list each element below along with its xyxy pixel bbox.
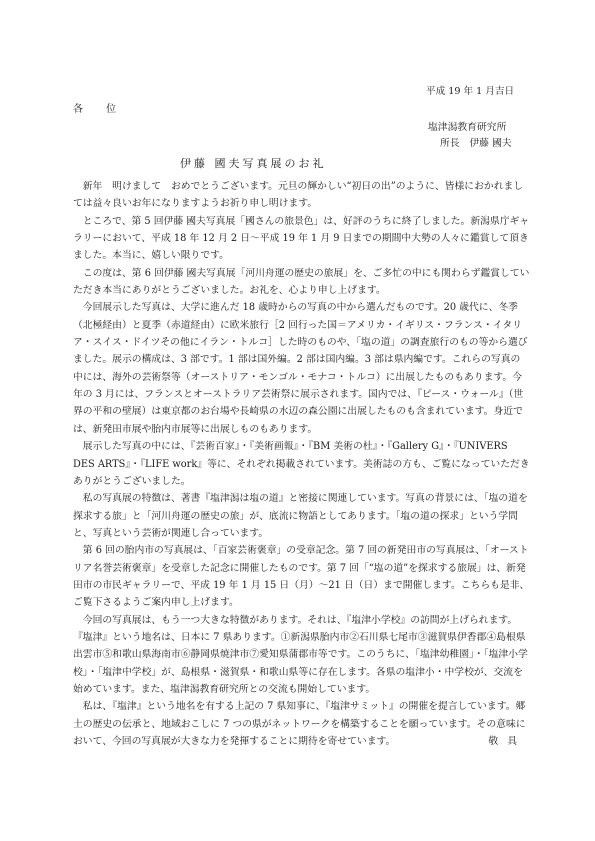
paragraph-photo-selection: 今回展示した写真は、大学に進んだ 18 歳時からの写真の中から選んだものです。20 歳代に、冬季（北極経由）と夏季（赤道経由）に欧米旅行［2 回行った国＝アメリカ・イギリス・フランス・イタリア・スイス・ドイツその他にイラン・トルコ］した時のものや、「塩の道」の調査旅行のもの等から選びました。展示の構成は、3 部です。1 部は国外編。2 部は国内編。3 部は県内編です。これらの写真の中には、海外の芸術祭等（オーストリア・モンゴル・モナコ・トルコ）に出展したものもあります。今年の 3 月には、フランスとオーストラリア芸術祭に展示されます。国内では、『ピース・ウォール』（世界の平和の壁展）は東京都のお台場や長崎県の水辺の森公園に出展したものも含まれています。身近では、新発田市展や胎内市展等に出展しものもあります。 <box>73 302 528 435</box>
paragraph-shiotsu-schools: 今回の写真展は、もう一つ大きな特徴があります。それは、『塩津小学校』の訪問が上げられます。『塩津』という地名は、日本に 7 県あります。①新潟県胎内市②石川県七尾市③滋賀県伊香郡④島根県出雲市⑤和歌山県海南市⑥静岡県焼津市⑦愛知県蒲郡市等です。このうちに、「塩津幼稚園」・「塩津小学校」・「塩津中学校」が、島根県・滋賀県・和歌山県等に存在します。各県の塩津小・中学校が、交流を始めています。また、塩津潟教育研究所との交流も開始しています。 <box>73 614 528 695</box>
paragraph-fifth-exhibition: ところで、第 5 回伊藤 國夫写真展「國さんの旅景色」は、好評のうちに終了しました。新潟県庁ギャラリーにおいて、平成 18 年 12 月 2 日〜平成 19 年 1 月 9 日までの期間中大勢の人々に鑑賞して頂きました。本当に、嬉しい限りです。 <box>73 215 530 262</box>
letter-body <box>73 178 530 750</box>
paragraph-shiotsu-summit-text: 私は、『塩津』という地名を有する上記の 7 県知事に、『塩津サミット』の開催を提言しています。郷土の歴史の伝承と、地域おこしに 7 つの県がネットワークを構築することを願っています。その意味において、今回の写真展が大きな力を発揮することに期待を寄せています。 <box>73 701 526 747</box>
paragraph-publications: 展示した写真の中には、『芸術百家』・『美術画報』・『BM 美術の杜』・『Gallery G』・『UNIVERS DES ARTS』・『LIFE work』等に、それぞれ掲載されています。美術誌の方も、ご覧になっていただきありがとうございました。 <box>73 441 530 487</box>
paragraph-new-year-greeting: 新年 明けまして おめでとうございます。元旦の輝かしい“初日の出”のように、皆様におかれましては益々良いお年になりますようお祈り申し明けます。 <box>73 181 524 210</box>
closing-phrase: 敬具 <box>488 736 526 747</box>
paragraph-shiotsu-summit <box>73 698 530 750</box>
letter-date: 平成 19 年 1 月吉日 <box>426 86 515 97</box>
paragraph-exhibition-features: 私の写真展の特徴は、著書『塩津潟は塩の道』と密接に関連しています。写真の背景には、「塩の道を探求する旅」と「河川舟運の歴史の旅」が、底流に物語としてあります。「塩の道の探求」という学問と、写真という芸術が関連し合っています。 <box>73 493 528 539</box>
paragraph-sixth-exhibition-thanks: この度は、第 6 回伊藤 國夫写真展「河川舟運の歴史の旅展」を、ご多忙の中にも関わらず鑑賞していただき本当にありがとうございました。お礼を、心より申し上げます。 <box>73 267 530 297</box>
sender-organization: 塩津潟教育研究所 <box>428 122 507 133</box>
letter-title: 伊藤 國夫写真展のお礼 <box>180 157 327 170</box>
addressee: 各 位 <box>73 104 127 115</box>
paragraph-upcoming-exhibition: 第 6 回の胎内市の写真展は、「百家芸術褒章」の受章記念。第 7 回の新発田市の写真展は、「オーストリア名誉芸術褒章」を受章した記念に開催したものです。第 7 回「“塩の道”を探求する旅展」は、新発田市の市民ギャラリーで、平成 19 年 1 月 15 日（月）〜21 日（日）まで開催します。こちらも是非、ご覧下さるようご案内申し上げます。 <box>73 545 530 609</box>
sender-name: 所長 伊藤 國夫 <box>440 138 512 149</box>
